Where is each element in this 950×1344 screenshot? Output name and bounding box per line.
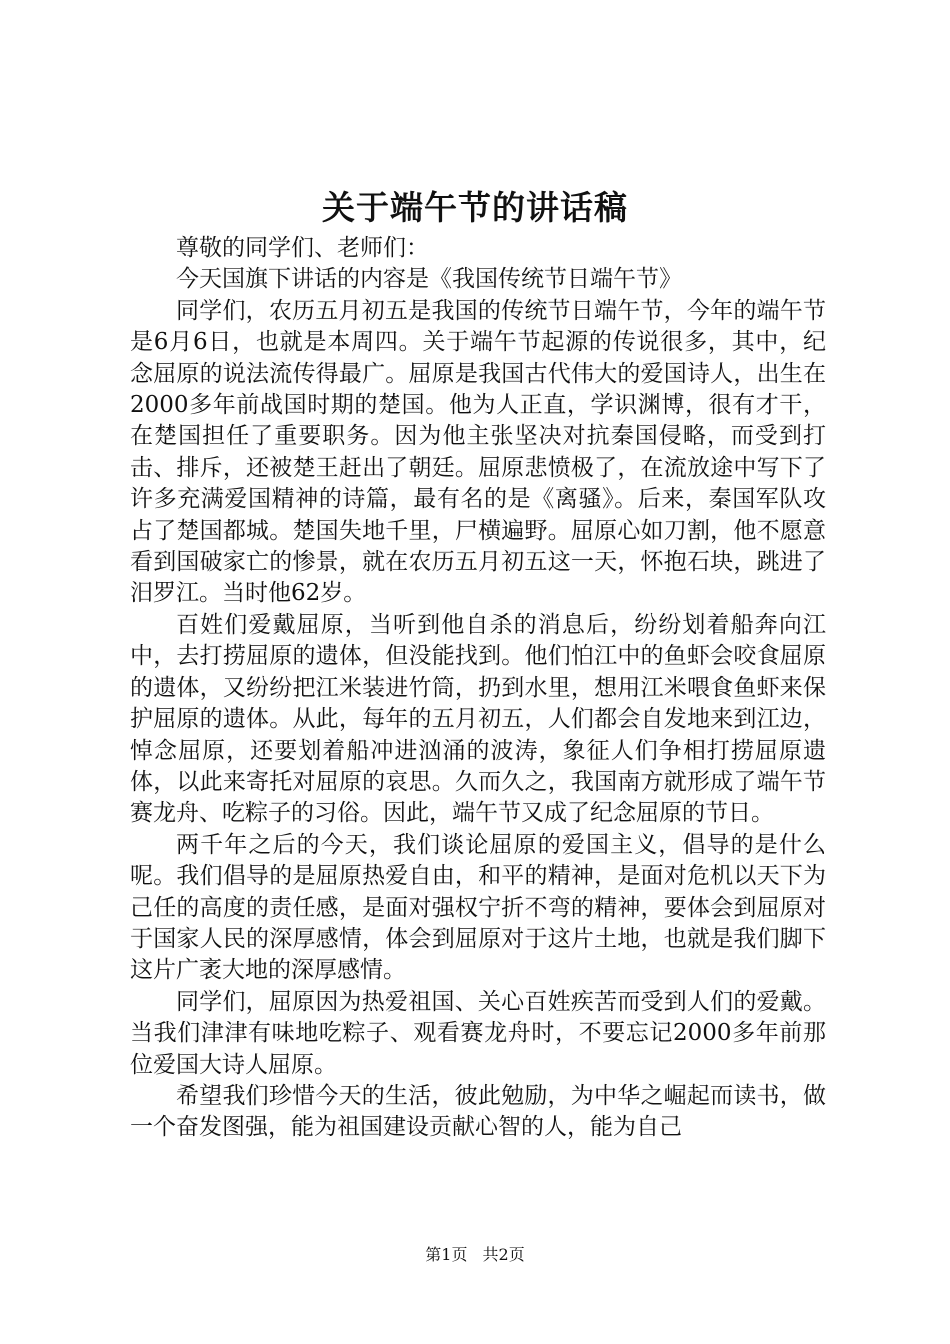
topic-paragraph: 今天国旗下讲话的内容是《我国传统节日端午节》 <box>176 266 682 293</box>
page-total: 共2页 <box>482 1245 525 1264</box>
page-footer <box>0 1244 950 1266</box>
body-paragraph: 百姓们爱戴屈原，当听到他自杀的消息后，纷纷划着船奔向江中，去打捞屈原的遗体，但没能找到。他们怕江中的鱼虾会咬食屈原的遗体，又纷纷把江米装进竹筒，扔到水里，想用江米喂食鱼虾来保护屈原的遗体。从此，每年的五月初五，人们都会自发地来到江边，悼念屈原，还要划着船冲进汹涌的波涛，象征人们争相打捞屈原遗体，以此来寄托对屈原的哀思。久而久之，我国南方就形成了端午节赛龙舟、吃粽子的习俗。因此，端午节又成了纪念屈原的节日。 <box>130 611 826 827</box>
document-body <box>130 233 826 1144</box>
body-paragraph: 希望我们珍惜今天的生活，彼此勉励，为中华之崛起而读书，做一个奋发图强，能为祖国建设贡献心智的人，能为自己 <box>130 1082 826 1141</box>
body-paragraph: 同学们，屈原因为热爱祖国、关心百姓疾苦而受到人们的爱戴。当我们津津有味地吃粽子、观看赛龙舟时，不要忘记2000多年前那位爱国大诗人屈原。 <box>130 988 826 1078</box>
body-paragraph: 同学们，农历五月初五是我国的传统节日端午节，今年的端午节是6月6日，也就是本周四。关于端午节起源的传说很多，其中，纪念屈原的说法流传得最广。屈原是我国古代伟大的爱国诗人，出生在2000多年前战国时期的楚国。他为人正直，学识渊博，很有才干，在楚国担任了重要职务。因为他主张坚决对抗秦国侵略，而受到打击、排斥，还被楚王赶出了朝廷。屈原悲愤极了，在流放途中写下了许多充满爱国精神的诗篇，最有名的是《离骚》。后来，秦国军队攻占了楚国都城。楚国失地千里，尸横遍野。屈原心如刀割，他不愿意看到国破家亡的惨景，就在农历五月初五这一天，怀抱石块，跳进了汨罗江。当时他62岁。 <box>130 297 826 607</box>
body-paragraph: 两千年之后的今天，我们谈论屈原的爱国主义，倡导的是什么呢。我们倡导的是屈原热爱自由，和平的精神，是面对危机以天下为己任的高度的责任感，是面对强权宁折不弯的精神，要体会到屈原对于国家人民的深厚感情，体会到屈原对于这片土地，也就是我们脚下这片广袤大地的深厚感情。 <box>130 831 826 984</box>
document-title: 关于端午节的讲话稿 <box>322 188 628 227</box>
page-number: 第1页 <box>425 1245 468 1264</box>
salutation-paragraph: 尊敬的同学们、老师们： <box>176 235 429 261</box>
